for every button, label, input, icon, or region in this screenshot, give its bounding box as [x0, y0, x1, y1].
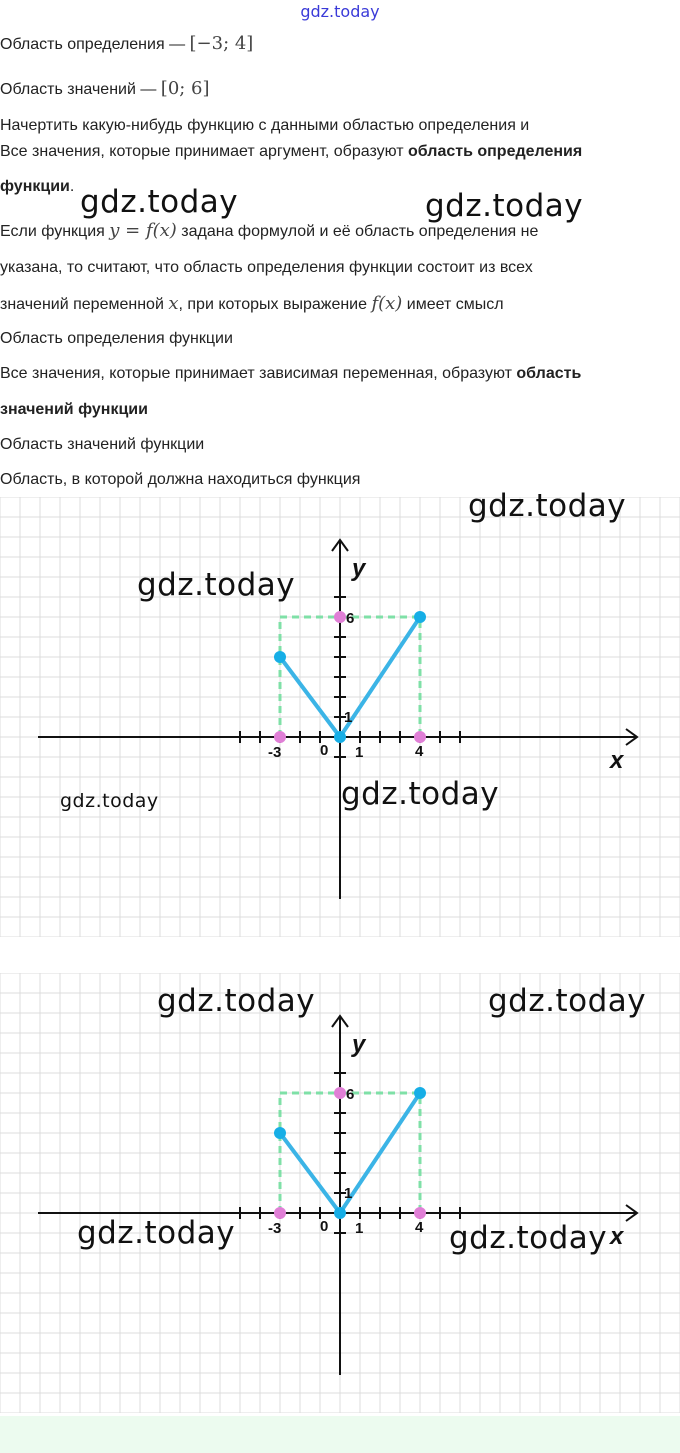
- graph-1: [0, 497, 680, 937]
- definition-formula-text-e: имеет смысл: [402, 296, 504, 313]
- watermark: gdz.today: [468, 488, 627, 524]
- y-tick-label: 1: [344, 1185, 353, 1202]
- watermark: gdz.today: [488, 983, 647, 1019]
- y-tick-label: 6: [346, 1086, 355, 1103]
- watermark: gdz.today: [425, 188, 584, 224]
- x-tick-label: 1: [355, 744, 364, 761]
- definition-domain-term-2: функции: [0, 178, 70, 195]
- definition-formula-text-c: значений переменной: [0, 296, 169, 313]
- definition-formula-text-a: Если функция: [0, 223, 110, 240]
- watermark: gdz.today: [341, 776, 500, 812]
- watermark: gdz.today: [449, 1220, 608, 1256]
- range-label: Область значений —: [0, 81, 161, 98]
- definition-range-cont: [0, 400, 148, 420]
- task-text: Начертить какую-нибудь функцию с данными областью определения и: [0, 117, 530, 134]
- watermark: gdz.today: [157, 983, 316, 1019]
- y-tick-label: 6: [346, 610, 355, 627]
- definition-formula-text-b: задана формулой и её область определения не: [176, 223, 539, 240]
- domain-start-marker: [274, 1207, 286, 1219]
- y-axis-label: y: [352, 1031, 366, 1058]
- x-axis-label: x: [610, 747, 624, 774]
- definition-domain-text: Все значения, которые принимает аргумент, образуют: [0, 143, 409, 160]
- function-point: [414, 611, 426, 623]
- function-point: [414, 1087, 426, 1099]
- function-point: [274, 651, 286, 663]
- x-tick-label: 4: [415, 1219, 424, 1236]
- x-tick-label: 4: [415, 743, 424, 760]
- domain-label: Область определения —: [0, 36, 190, 53]
- bottom-band: [0, 1416, 680, 1453]
- formula-y-fx: y = f(x): [109, 220, 177, 241]
- function-point: [274, 1127, 286, 1139]
- function-point: [334, 731, 346, 743]
- origin-label: 0: [320, 742, 329, 759]
- graph-2: [0, 973, 680, 1413]
- watermark: gdz.today: [137, 567, 296, 603]
- x-tick-label: -3: [268, 1220, 282, 1237]
- watermark: gdz.today: [80, 184, 239, 220]
- definition-formula-2: указана, то считают, что область определения функции состоит из всех: [0, 259, 533, 276]
- definition-range-text: Все значения, которые принимает зависимая переменная, образуют: [0, 365, 517, 382]
- domain-start-marker: [274, 731, 286, 743]
- origin-label: 0: [320, 1218, 329, 1235]
- range-value: [0; 6]: [160, 78, 210, 99]
- option-area: Область, в которой должна находиться функция: [0, 471, 361, 488]
- domain-line: [0, 34, 253, 55]
- definition-range: [0, 364, 581, 384]
- definition-formula-1: [0, 221, 538, 242]
- y-axis-label: y: [352, 555, 366, 582]
- x-tick-label: -3: [268, 744, 282, 761]
- definition-domain-term: область определения: [408, 143, 583, 160]
- range-max-marker: [334, 1087, 346, 1099]
- option-range: Область значений функции: [0, 436, 205, 453]
- x-tick-label: 1: [355, 1220, 364, 1237]
- definition-domain-cont: [0, 177, 74, 197]
- definition-formula-text-d: , при которых выражение: [178, 296, 372, 313]
- definition-range-term: область: [516, 365, 582, 382]
- watermark: gdz.today: [77, 1215, 236, 1251]
- definition-domain: [0, 142, 582, 162]
- watermark: gdz.today: [60, 790, 159, 812]
- definition-domain-dot: .: [69, 178, 75, 195]
- y-tick-label: 1: [344, 709, 353, 726]
- option-domain: Область определения функции: [0, 330, 233, 347]
- range-line: [0, 79, 210, 100]
- range-max-marker: [334, 611, 346, 623]
- variable-x: x: [168, 293, 179, 314]
- domain-end-marker: [414, 731, 426, 743]
- function-point: [334, 1207, 346, 1219]
- definition-range-term-2: значений функции: [0, 401, 148, 418]
- graph-2-svg: [0, 973, 680, 1413]
- x-axis-label: x: [610, 1223, 624, 1250]
- watermark-top: gdz.today: [300, 2, 380, 21]
- graph-1-svg: [0, 497, 680, 937]
- domain-end-marker: [414, 1207, 426, 1219]
- definition-formula-3: [0, 294, 504, 315]
- domain-value: [−3; 4]: [189, 33, 254, 54]
- expression-fx: f(x): [371, 293, 403, 314]
